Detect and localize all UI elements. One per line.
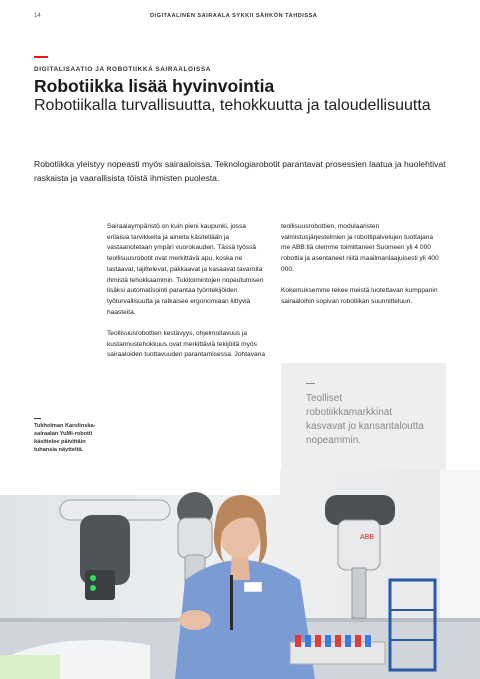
- lead-paragraph: Robotiikka yleistyy nopeasti myös sairaaloissa. Teknologiarobotit parantavat prosessien laatua ja huolehtivat raskaista ja vaarallisista töistä ihmisten puolesta.: [34, 159, 446, 183]
- photo-illustration: [0, 470, 480, 679]
- body-paragraph: Sairaalaympäristö on kuin pieni kaupunki, jossa erilaisia tarvikkeita ja aineita käsitellään ja vastaanotetaan ympäri vuorokauden. Tässä työssä teollisuusrobotit ovat merkittävä apu, koska ne lastaavat, lajittelevat, pakkaavat ja kasaavat tavaroita ihmistä tehokkaammin. Tukitoimintojen nopeutumisen lisäksi automatisointi parantaa työntekijöiden työturvallisuutta ja ratkaisee ergonomiaan liittyviä haasteita.: [107, 223, 264, 316]
- body-paragraph: teollisuusrobottien, modulaaristen valmistusjärjestelmien ja robottipalvelujen tuottajana me ABB:llä olemme toimittaneet Suomeen yli 4 000 robottia ja asentaneet niitä maailmanlaajuisesti yli 400 000.: [281, 223, 439, 273]
- white-top-area: [0, 470, 280, 495]
- accent-rule: [34, 56, 48, 58]
- pull-quote-dash: [306, 383, 315, 384]
- section-label: DIGITALISAATIO JA ROBOTIIKKA SAIRAALOISSA: [34, 66, 211, 73]
- caption-dash: [34, 418, 41, 419]
- photo-caption: Tukholman Karolinska-sairaalan YuMi-robotti käsittelee päivittäin tuhansia näytteitä.: [34, 423, 96, 453]
- page-number: 14: [34, 13, 41, 19]
- article-subtitle: Robotiikalla turvallisuutta, tehokkuutta ja taloudellisuutta: [34, 97, 431, 114]
- body-paragraph: Teollisuusrobottien kestävyys, ohjelmoitavuus ja kustannustehokkuus ovat merkittäviä tekijöitä myös sairaaloiden tuottavuuden parantamisessa. Johtavana: [107, 330, 265, 359]
- hospital-robot-photo: [0, 470, 480, 679]
- body-column-2: [281, 222, 439, 318]
- pull-quote: Teolliset robotiikkamarkkinat kasvavat jo kansantaloutta nopeammin.: [306, 393, 424, 446]
- body-column-1: [107, 222, 267, 372]
- svg-text:ABB: ABB: [360, 534, 375, 541]
- running-head: DIGITAALINEN SAIRAALA SYKKII SÄHKÖN TAHDISSA: [150, 13, 318, 19]
- article-title: Robotiikka lisää hyvinvointia: [34, 76, 275, 96]
- body-paragraph: Kokemuksemme tekee meistä luotettavan kumppanin sairaaloihin sopivan robotiikan suunnitteluun.: [281, 287, 438, 305]
